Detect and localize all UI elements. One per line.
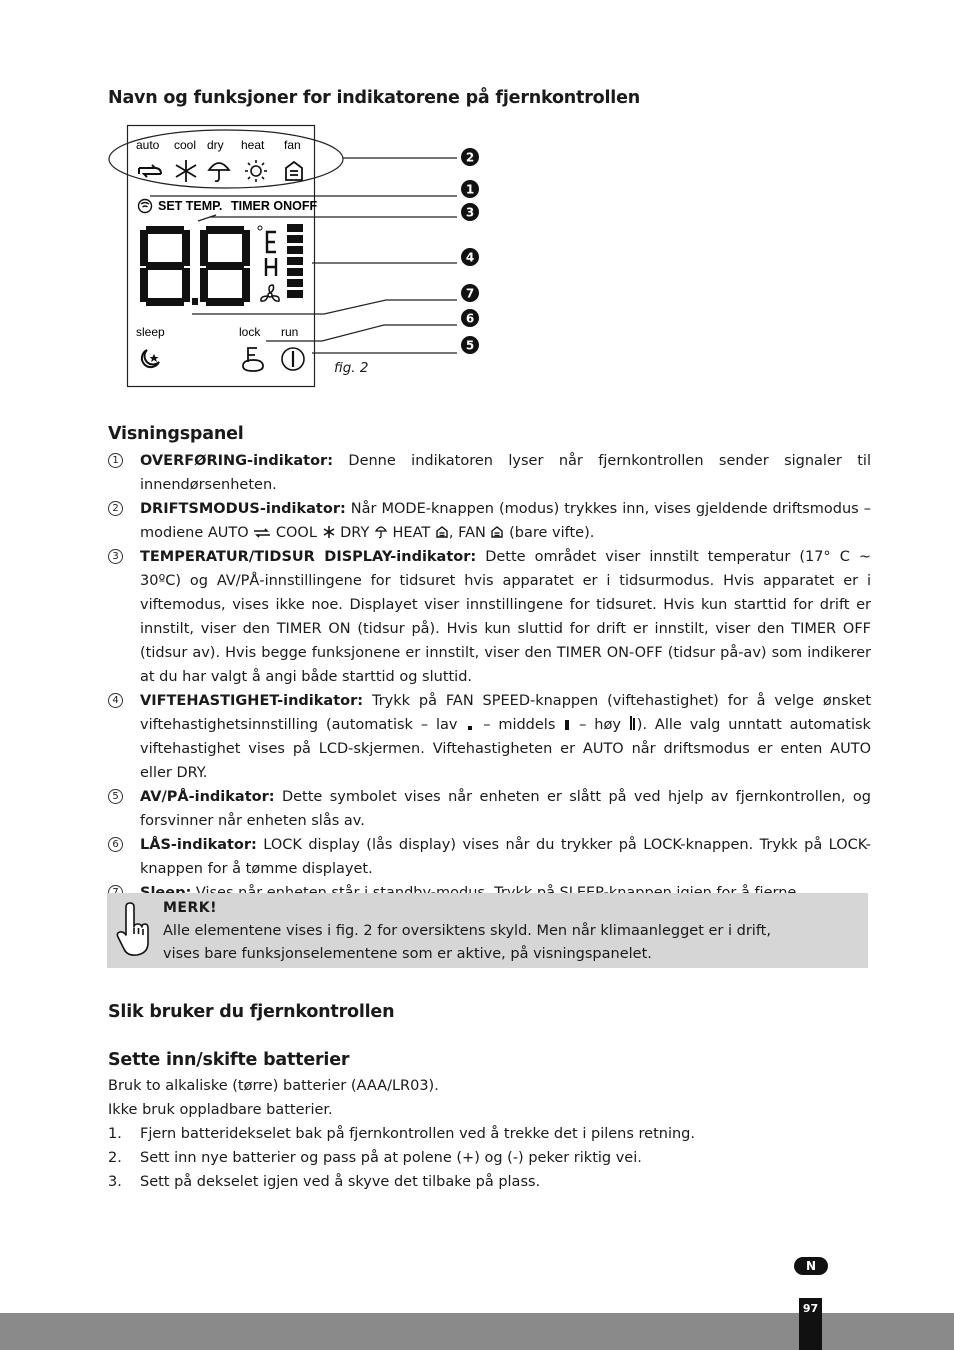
run-icon [282,348,304,370]
lock-icon [243,348,263,371]
callout-4 [461,248,479,266]
callout-3 [461,203,479,221]
list-item: 5 AV/PÅ-indikator: Dette symbolet vises når enheten er slått på ved hjelp av fjernkontrollen, og forsvinner når enheten slås av. [108,785,871,833]
battery-type-text: Bruk to alkaliske (tørre) batterier (AAA/LR03). [108,1078,439,1094]
note-box [107,893,868,968]
dry-mode-icon [374,525,388,539]
remote-usage-heading: Slik bruker du fjernkontrollen [108,1002,395,1022]
svg-text:4: 4 [465,250,475,265]
svg-text:5: 5 [465,338,475,353]
lcd-diagram [0,0,954,400]
language-badge: N [794,1257,828,1275]
fan-low-icon [465,719,475,731]
list-item: 3. Sett på dekselet igjen ved å skyve det tilbake på plass. [108,1174,541,1190]
label-cool: cool [174,138,197,152]
list-item: 4 VIFTEHASTIGHET-indikator: Trykk på FAN SPEED-knappen (viftehastighet) for å velge ønsket viftehastighetsinnstilling (automatisk – lav – middels – høy ). Alle valg unntatt automatisk viftehastighet vises på LCD-skjermen. Viftehastigheten er AUTO når driftsmodus er enten AUTO eller DRY. [108,689,871,785]
display-panel-heading: Visningspanel [108,424,244,444]
fan-speed-bars [287,224,303,298]
list-item: 1 OVERFØRING-indikator: Denne indikatoren lyser når fjernkontrollen sender signaler til innendørsenheten. [108,449,871,497]
dry-mode-icon [209,163,229,181]
cool-mode-icon [176,160,196,182]
fan-mode-icon [286,162,302,180]
figure-caption: fig. 2 [334,360,369,376]
svg-text:3: 3 [465,205,475,220]
sleep-star-icon [150,354,159,362]
run-label: run [281,325,299,339]
sleep-label: sleep [136,325,165,339]
lock-label: lock [239,325,261,339]
fan-mode-icon [490,525,504,539]
label-auto: auto [136,138,160,152]
timer-label: TIMER ONOFF [231,199,318,213]
e-h-indicators [266,232,276,276]
fan-high-icon [629,715,637,731]
temperature-digits [140,226,250,306]
svg-text:2: 2 [465,150,475,165]
list-item: 2. Sett inn nye batterier og pass på at polene (+) og (-) peker riktig vei. [108,1150,642,1166]
pointing-hand-icon [115,901,149,957]
indicator-list [108,449,871,905]
note-text: Alle elementene vises i fig. 2 for oversiktens skyld. Men når klimaanlegget er i drift, vises bare funksjonselementene som er aktive, på visningspanelet. [163,923,771,962]
callout-7 [461,284,479,302]
callout-2 [461,148,479,166]
list-item: 1. Fjern batteridekselet bak på fjernkontrollen ved å trekke det i pilens retning. [108,1126,696,1142]
set-temp-label: SET TEMP. [158,199,223,213]
list-item: 2 DRIFTSMODUS-indikator: Når MODE-knappen (modus) trykkes inn, vises gjeldende driftsmodus – modiene AUTO COOL DRY HEAT , FAN (bare vifte). [108,497,871,545]
page-title: Navn og funksjoner for indikatorene på fjernkontrollen [108,88,640,108]
label-heat: heat [241,138,265,152]
transmission-icon [139,200,152,213]
auto-mode-icon [139,165,161,177]
lcd-figure [0,0,954,400]
fan-icon [261,285,279,301]
svg-text:7: 7 [465,286,475,301]
page-number: 97 [799,1298,822,1350]
label-fan: fan [284,138,301,152]
svg-text:6: 6 [465,311,475,326]
batteries-heading: Sette inn/skifte batterier [108,1050,350,1070]
callout-6 [461,309,479,327]
list-item: 6 LÅS-indikator: LOCK display (lås display) vises når du trykker på LOCK-knappen. Trykk på LOCK-knappen for å tømme displayet. [108,833,871,881]
cool-mode-icon [322,525,336,539]
callout-5 [461,336,479,354]
svg-text:1: 1 [465,182,475,197]
battery-steps [108,1122,871,1194]
auto-mode-icon [253,527,271,539]
heat-mode-icon [435,525,449,539]
note-title: MERK! [163,900,218,916]
callout-1 [461,180,479,198]
battery-warning-text: Ikke bruk oppladbare batterier. [108,1102,333,1118]
label-dry: dry [207,138,224,152]
heat-mode-icon [245,160,267,182]
list-item: 3 TEMPERATUR/TIDSUR DISPLAY-indikator: Dette området viser innstilt temperatur (17° C ~ 30ºC) og AV/PÅ-innstillingene for tidsuret hvis apparatet er i tidsurmodus. Hvis apparatet er i viftemodus, vises ikke noe. Displayet viser innstillingene for tidsuret. Hvis kun starttid for drift er innstilt, viser den TIMER ON (tidsur på). Hvis kun sluttid for drift er innstilt, viser den TIMER OFF (tidsur av). Hvis begge funksjonene er innstilt, viser den TIMER ON-OFF (tidsur på-av) som indikerer at du har valgt å angi både starttid og sluttid. [108,545,871,689]
